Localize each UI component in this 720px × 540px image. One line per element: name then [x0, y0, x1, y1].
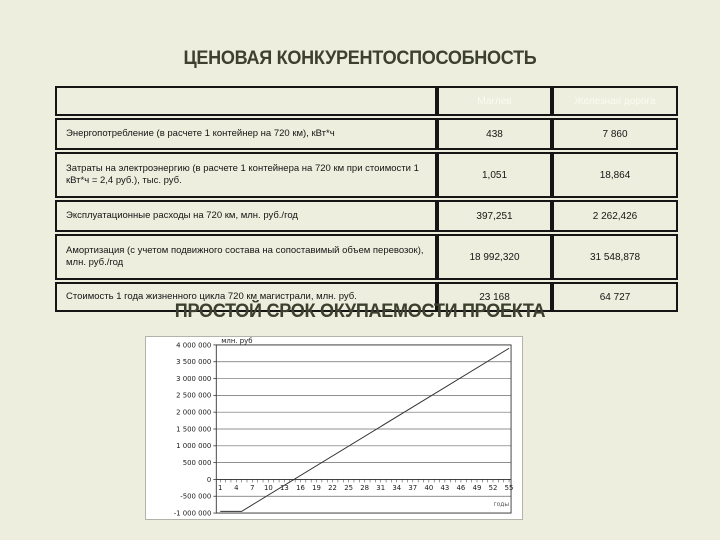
maglev-value: 1,051	[437, 152, 552, 198]
railway-value: 7 860	[552, 118, 678, 150]
svg-text:0: 0	[206, 475, 212, 484]
svg-text:16: 16	[296, 483, 305, 492]
railway-value: 2 262,426	[552, 200, 678, 232]
maglev-value: 438	[437, 118, 552, 150]
table-row	[55, 152, 678, 198]
svg-text:55: 55	[504, 483, 514, 492]
svg-text:13: 13	[280, 483, 289, 492]
row-label: Эксплуатационные расходы на 720 км, млн. руб./год	[55, 200, 437, 232]
table-row	[55, 118, 678, 150]
svg-text:-1 000 000: -1 000 000	[173, 509, 212, 518]
svg-text:34: 34	[392, 483, 402, 492]
table-header-row	[55, 86, 678, 116]
svg-text:2 000 000: 2 000 000	[176, 408, 212, 417]
row-label: Энергопотребление (в расчете 1 контейнер на 720 км), кВт*ч	[55, 118, 437, 150]
svg-text:2 500 000: 2 500 000	[176, 391, 212, 400]
svg-text:1: 1	[218, 483, 223, 492]
svg-text:4: 4	[234, 483, 239, 492]
row-label: Стоимость 1 года жизненного цикла 720 км магистрали, млн. руб.	[55, 282, 437, 312]
svg-text:500 000: 500 000	[182, 458, 212, 467]
svg-text:25: 25	[344, 483, 354, 492]
svg-text:43: 43	[440, 483, 450, 492]
svg-text:40: 40	[424, 483, 434, 492]
svg-text:52: 52	[488, 483, 498, 492]
table-header-maglev: Маглев	[437, 86, 552, 116]
svg-text:1 500 000: 1 500 000	[176, 425, 212, 434]
svg-text:28: 28	[360, 483, 370, 492]
svg-text:4 000 000: 4 000 000	[176, 341, 212, 350]
table-header-railway: Железная дорога	[552, 86, 678, 116]
railway-value: 64 727	[552, 282, 678, 312]
price-competitiveness-title: ЦЕНОВАЯ КОНКУРЕНТОСПОСОБНОСТЬ	[183, 48, 537, 69]
svg-text:10: 10	[263, 483, 273, 492]
svg-text:19: 19	[312, 483, 321, 492]
railway-value: 18,864	[552, 152, 678, 198]
railway-value: 31 548,878	[552, 234, 678, 280]
svg-text:37: 37	[408, 483, 418, 492]
svg-text:годы: годы	[493, 501, 510, 509]
svg-text:46: 46	[456, 483, 466, 492]
svg-text:3 000 000: 3 000 000	[176, 374, 212, 383]
maglev-value: 23 168	[437, 282, 552, 312]
table-row	[55, 200, 678, 232]
table-header-empty	[55, 86, 437, 116]
maglev-value: 397,251	[437, 200, 552, 232]
svg-text:7: 7	[250, 483, 255, 492]
svg-text:49: 49	[472, 483, 482, 492]
svg-text:1 000 000: 1 000 000	[176, 442, 212, 451]
payback-chart	[145, 336, 523, 520]
row-label: Амортизация (с учетом подвижного состава на сопоставимый объем перевозок), млн. руб./год	[55, 234, 437, 280]
row-label: Затраты на электроэнергию (в расчете 1 контейнера на 720 км при стоимости 1 кВт*ч = 2,4 руб.), тыс. руб.	[55, 152, 437, 198]
table-row	[55, 234, 678, 280]
svg-text:22: 22	[328, 483, 337, 492]
payback-period-title: ПРОСТОЙ СРОК ОКУПАЕМОСТИ ПРОЕКТА	[174, 301, 546, 322]
svg-text:31: 31	[376, 483, 386, 492]
maglev-value: 18 992,320	[437, 234, 552, 280]
svg-text:млн. руб: млн. руб	[221, 337, 253, 345]
comparison-table	[55, 84, 678, 314]
payback-line-chart	[146, 337, 522, 519]
svg-text:3 500 000: 3 500 000	[176, 358, 212, 367]
svg-text:-500 000: -500 000	[180, 492, 212, 501]
